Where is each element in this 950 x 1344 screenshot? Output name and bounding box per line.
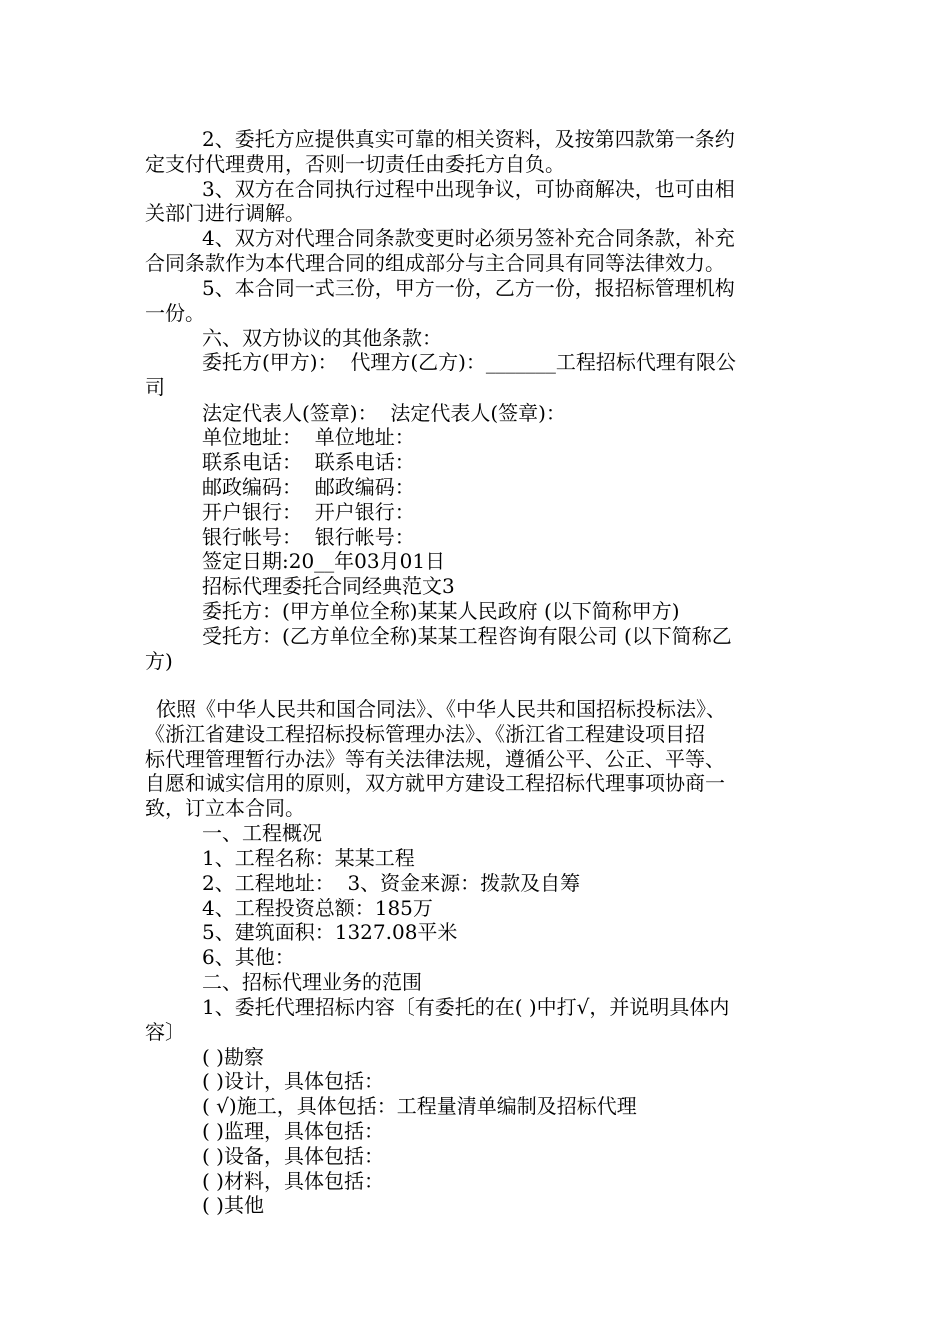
text-line: 开户银行： 开户银行： [202, 500, 415, 524]
text-line: 受托方：(乙方单位全称)某某工程咨询有限公司 (以下简称乙 [202, 624, 732, 648]
text-line: 单位地址： 单位地址： [202, 425, 415, 449]
text-line: 1、工程名称：某某工程 [202, 846, 415, 870]
text-line: 2、工程地址： 3、资金来源：拨款及自筹 [202, 871, 581, 895]
text-line: 1、委托代理招标内容〔有委托的在( )中打√，并说明具体内 [202, 995, 730, 1019]
text-line: 邮政编码： 邮政编码： [202, 475, 415, 499]
text-line: 《浙江省建设工程招标投标管理办法》、《浙江省工程建设项目招 [145, 722, 705, 746]
text-line: 一、工程概况 [202, 821, 322, 845]
text-line: 6、其他： [202, 945, 295, 969]
text-line: 自愿和诚实信用的原则，双方就甲方建设工程招标代理事项协商一 [145, 771, 725, 795]
text-line: 银行帐号： 银行帐号： [202, 525, 415, 549]
text-line: 委托方(甲方)： 代理方(乙方)：_______工程招标代理有限公 [202, 350, 736, 374]
text-line: 法定代表人(签章)： 法定代表人(签章)： [202, 401, 566, 425]
text-line: 联系电话： 联系电话： [202, 450, 415, 474]
text-line: 5、建筑面积：1327.08平米 [202, 920, 458, 944]
text-line: 致，订立本合同。 [145, 796, 305, 820]
text-line: 4、双方对代理合同条款变更时必须另签补充合同条款，补充 [202, 226, 735, 250]
text-line: ( )设备，具体包括： [202, 1144, 384, 1168]
text-line: 标代理管理暂行办法》等有关法律法规，遵循公平、公正、平等、 [145, 747, 725, 771]
text-line: 定支付代理费用，否则一切责任由委托方自负。 [145, 152, 565, 176]
text-line: 5、本合同一式三份，甲方一份，乙方一份，报招标管理机构 [202, 276, 735, 300]
text-line: ( )勘察 [202, 1045, 264, 1069]
text-line: 关部门进行调解。 [145, 201, 305, 225]
text-line: 司 [145, 375, 165, 399]
text-line: ( )监理，具体包括： [202, 1119, 384, 1143]
text-line: 方) [145, 649, 173, 673]
text-line: 委托方：(甲方单位全称)某某人民政府 (以下简称甲方) [202, 599, 680, 623]
text-line: ( )材料，具体包括： [202, 1169, 384, 1193]
text-line: 3、双方在合同执行过程中出现争议，可协商解决，也可由相 [202, 177, 735, 201]
text-line: 一份。 [145, 301, 205, 325]
text-line: 招标代理委托合同经典范文3 [202, 574, 455, 598]
text-line: 容〕 [145, 1020, 185, 1044]
text-line: 六、双方协议的其他条款： [202, 326, 442, 350]
text-line: ( )设计，具体包括： [202, 1069, 384, 1093]
text-line: 4、工程投资总额：185万 [202, 896, 433, 920]
text-line: 二、招标代理业务的范围 [202, 970, 422, 994]
text-line: 签定日期:20__年03月01日 [202, 549, 446, 573]
text-line: 2、委托方应提供真实可靠的相关资料，及按第四款第一条约 [202, 127, 735, 151]
text-line: ( √)施工，具体包括：工程量清单编制及招标代理 [202, 1094, 637, 1118]
text-line: 依照《中华人民共和国合同法》、《中华人民共和国招标投标法》、 [156, 697, 726, 721]
text-line: ( )其他 [202, 1193, 264, 1217]
text-line: 合同条款作为本代理合同的组成部分与主合同具有同等法律效力。 [145, 251, 725, 275]
